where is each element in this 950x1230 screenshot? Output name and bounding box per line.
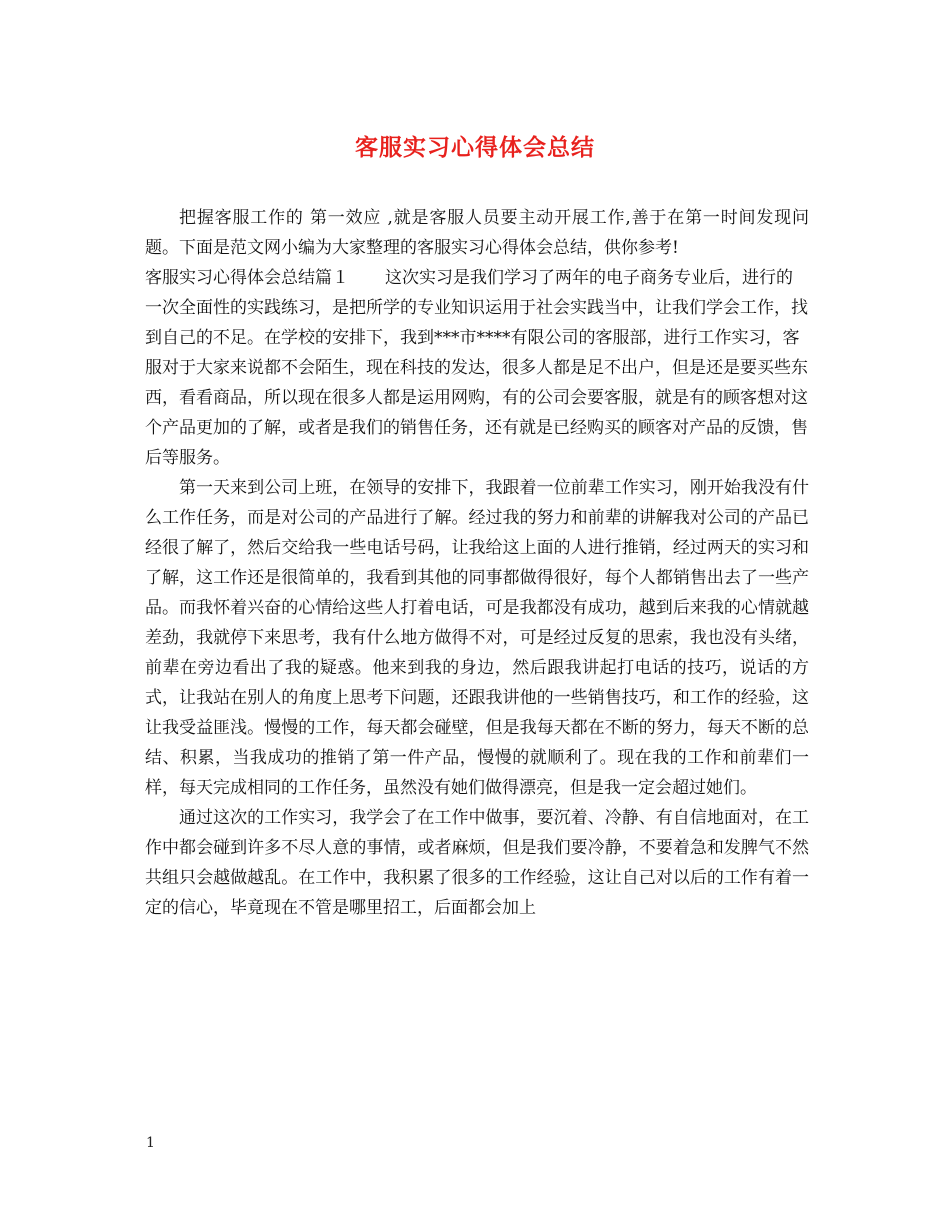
page-title: 客服实习心得体会总结: [355, 134, 595, 161]
body-paragraph-3: 通过这次的工作实习，我学会了在工作中做事，要沉着、冷静、有自信地面对，在工作中都会碰到许多不尽人意的事情，或者麻烦，但是我们要冷静，不要着急和发脾气不然共组只会越做越乱。在工作中，我积累了很多的工作经验，这让自己对以后的工作有着一定的信心，毕竟现在不管是哪里招工，后面都会加上: [145, 808, 809, 918]
document-body: [145, 203, 809, 923]
intro-paragraph: 把握客服工作的 第一效应 ,就是客服人员要主动开展工作,善于在第一时间发现问题。下面是范文网小编为大家整理的客服实习心得体会总结，供你参考!: [145, 208, 809, 258]
section-paragraph: [145, 263, 809, 473]
page-number: 1: [146, 1135, 155, 1151]
section-text: 这次实习是我们学习了两年的电子商务专业后，进行的一次全面性的实践练习，是把所学的专业知识运用于社会实践当中，让我们学会工作，找到自己的不足。在学校的安排下，我到***市****有限公司的客服部，进行工作实习，客服对于大家来说都不会陌生，现在科技的发达，很多人都是足不出户，但是还是要买些东西，看看商品，所以现在很多人都是运用网购，有的公司会要客服，就是有的顾客想对这个产品更加的了解，或者是我们的销售任务，还有就是已经购买的顾客对产品的反馈，售后等服务。: [145, 268, 808, 468]
section-heading: 客服实习心得体会总结篇１: [145, 268, 349, 288]
body-paragraph-2: 第一天来到公司上班，在领导的安排下，我跟着一位前辈工作实习，刚开始我没有什么工作任务，而是对公司的产品进行了解。经过我的努力和前辈的讲解我对公司的产品已经很了解了，然后交给我一些电话号码，让我给这上面的人进行推销，经过两天的实习和了解，这工作还是很简单的，我看到其他的同事都做得很好，每个人都销售出去了一些产品。而我怀着兴奋的心情给这些人打着电话，可是我都没有成功，越到后来我的心情就越差劲，我就停下来思考，我有什么地方做得不对，可是经过反复的思索，我也没有头绪，前辈在旁边看出了我的疑惑。他来到我的身边，然后跟我讲起打电话的技巧，说话的方式，让我站在别人的角度上思考下问题，还跟我讲他的一些销售技巧，和工作的经验，这让我受益匪浅。慢慢的工作，每天都会碰壁，但是我每天都在不断的努力，每天不断的总结、积累，当我成功的推销了第一件产品，慢慢的就顺利了。现在我的工作和前辈们一样，每天完成相同的工作任务，虽然没有她们做得漂亮，但是我一定会超过她们。: [145, 478, 809, 798]
